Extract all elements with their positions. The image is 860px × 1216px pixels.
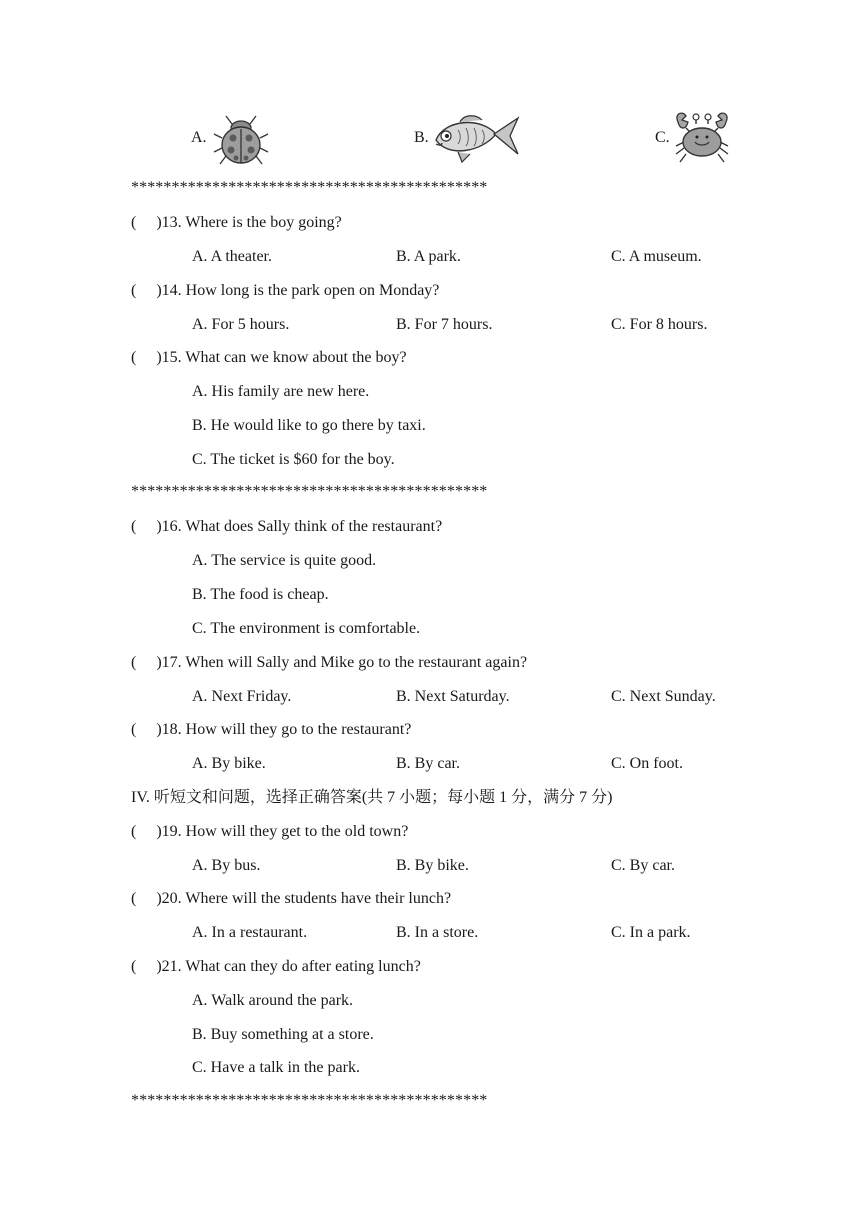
q15-option-b: B. He would like to go there by taxi.	[192, 417, 426, 434]
q15-option-a: A. His family are new here.	[192, 383, 370, 400]
separator: ********************************************	[131, 483, 488, 500]
question-17: ( )17. When will Sally and Mike go to the restaurant again?	[131, 654, 528, 671]
q16-option-a: A. The service is quite good.	[192, 552, 377, 569]
question-13: ( )13. Where is the boy going?	[131, 214, 342, 231]
q14-option-b: B. For 7 hours.	[396, 316, 493, 333]
q17-option-b: B. Next Saturday.	[396, 688, 510, 705]
fish-icon	[430, 112, 522, 164]
q16-option-b: B. The food is cheap.	[192, 586, 329, 603]
q14-option-a: A. For 5 hours.	[192, 316, 290, 333]
question-15: ( )15. What can we know about the boy?	[131, 349, 407, 366]
q13-option-c: C. A museum.	[611, 248, 702, 265]
q20-option-b: B. In a store.	[396, 924, 479, 941]
q18-option-a: A. By bike.	[192, 755, 266, 772]
question-21: ( )21. What can they do after eating lunch?	[131, 958, 421, 975]
q18-option-c: C. On foot.	[611, 755, 683, 772]
q18-option-b: B. By car.	[396, 755, 460, 772]
separator: ********************************************	[131, 179, 488, 196]
q14-option-c: C. For 8 hours.	[611, 316, 708, 333]
question-18: ( )18. How will they go to the restaurant?	[131, 721, 412, 738]
question-16: ( )16. What does Sally think of the restaurant?	[131, 518, 443, 535]
section-heading: IV. 听短文和问题，选择正确答案(共 7 小题；每小题 1 分，满分 7 分)	[131, 789, 613, 806]
q15-option-c: C. The ticket is $60 for the boy.	[192, 451, 395, 468]
q19-option-c: C. By car.	[611, 857, 675, 874]
q21-option-c: C. Have a talk in the park.	[192, 1059, 360, 1076]
picture-option-c-label: C.	[655, 129, 670, 146]
question-20: ( )20. Where will the students have their lunch?	[131, 890, 452, 907]
picture-option-b-label: B.	[414, 129, 429, 146]
q13-option-b: B. A park.	[396, 248, 461, 265]
q20-option-c: C. In a park.	[611, 924, 691, 941]
q19-option-b: B. By bike.	[396, 857, 469, 874]
picture-option-a-label: A.	[191, 129, 207, 146]
q17-option-c: C. Next Sunday.	[611, 688, 716, 705]
q21-option-a: A. Walk around the park.	[192, 992, 354, 1009]
q17-option-a: A. Next Friday.	[192, 688, 292, 705]
question-19: ( )19. How will they get to the old town?	[131, 823, 409, 840]
question-14: ( )14. How long is the park open on Monday?	[131, 282, 440, 299]
separator: ********************************************	[131, 1092, 488, 1109]
q13-option-a: A. A theater.	[192, 248, 272, 265]
crab-icon	[672, 108, 732, 166]
q19-option-a: A. By bus.	[192, 857, 261, 874]
ladybug-icon	[212, 108, 270, 166]
q16-option-c: C. The environment is comfortable.	[192, 620, 421, 637]
q20-option-a: A. In a restaurant.	[192, 924, 308, 941]
q21-option-b: B. Buy something at a store.	[192, 1026, 374, 1043]
